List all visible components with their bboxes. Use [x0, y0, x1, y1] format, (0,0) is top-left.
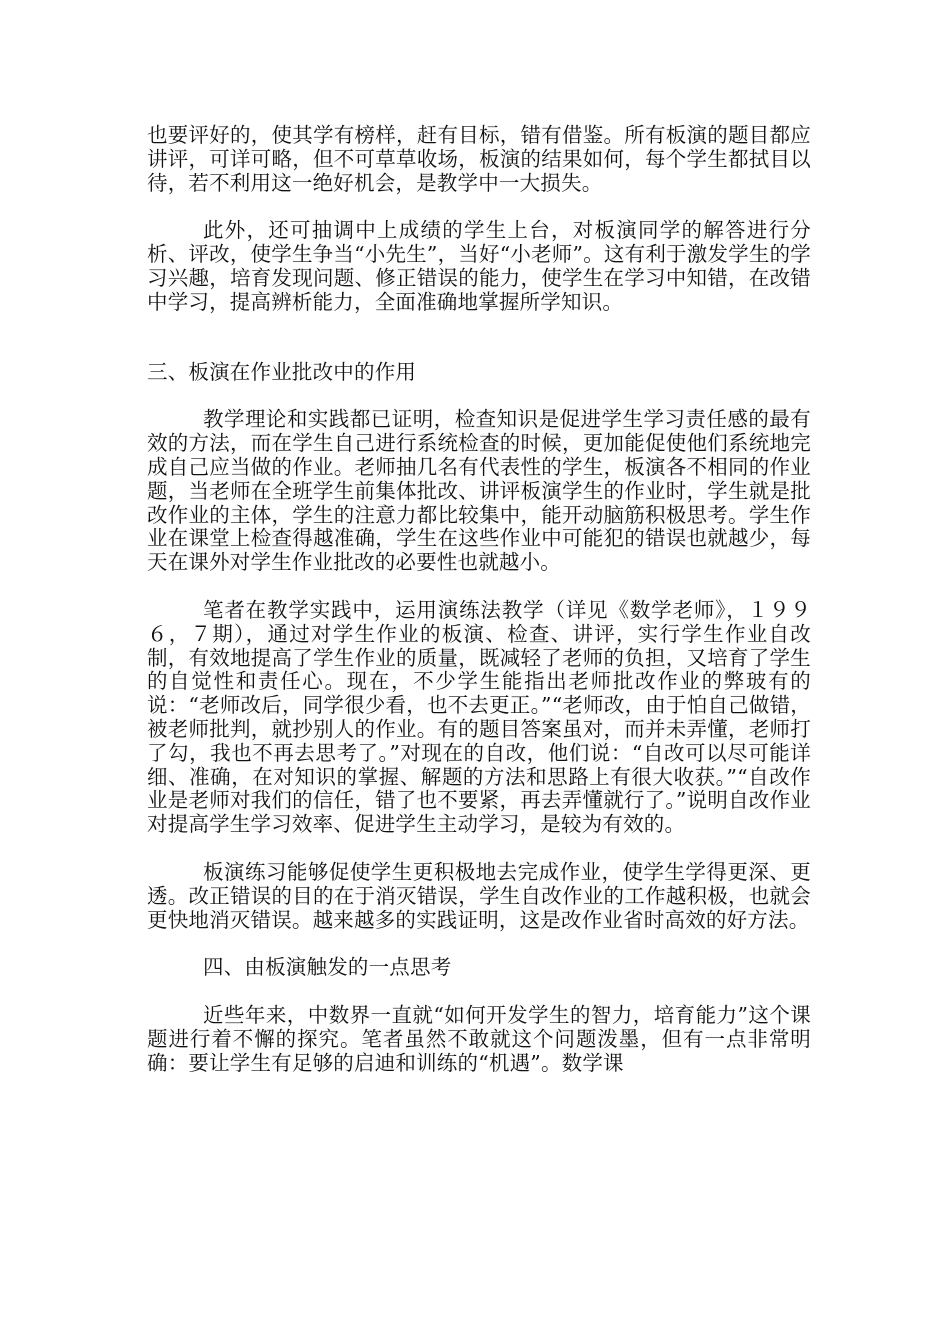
paragraph-board-exercise: 板演练习能够促使学生更积极地去完成作业，使学生学得更深、更透。改正错误的目的在于消灭错误，学生自改作业的工作越积极，也就会更快地消灭错误。越来越多的实践证明，这是改作业省时高效的好方法。 [147, 859, 811, 932]
paragraph-student-evaluation: 此外，还可抽调中上成绩的学生上台，对板演同学的解答进行分析、评改，使学生争当“小先生”，当好“小老师”。这有利于激发学生的学习兴趣，培育发现问题、修正错误的能力，使学生在学习中知错，在改错中学习，提高辨析能力，全面准确地掌握所学知识。 [147, 218, 811, 314]
paragraph-board-review: 也要评好的，使其学有榜样，赶有目标，错有借鉴。所有板演的题目都应讲评，可详可略，但不可草草收场，板演的结果如何，每个学生都拭目以待，若不利用这一绝好机会，是教学中一大损失。 [147, 123, 811, 195]
section-heading-4: 四、由板演触发的一点思考 [203, 955, 452, 980]
document-body [147, 124, 811, 1100]
section-heading-3: 三、板演在作业批改中的作用 [147, 359, 417, 384]
paragraph-reflection: 近些年来，中数界一直就“如何开发学生的智力，培育能力”这个课题进行着不懈的探究。笔者虽然不敢就这个问题泼墨，但有一点非常明确：要让学生有足够的启迪和训练的“机遇”。数学课 [147, 1003, 811, 1075]
paragraph-teaching-practice: 笔者在教学实践中，运用演练法教学（详见《数学老师》，１９９６，７期），通过对学生作业的板演、检查、讲评，实行学生作业自改制，有效地提高了学生作业的质量，既减轻了老师的负担，又培育了学生的自觉性和责任心。现在，不少学生能指出老师批改作业的弊玻有的说：“老师改后，同学很少看，也不去更正。”“老师改，由于怕自己做错，被老师批判，就抄别人的作业。有的题目答案虽对，而并未弄懂，老师打了勾，我也不再去思考了。”对现在的自改，他们说：“自改可以尽可能详细、准确，在对知识的掌握、解题的方法和思路上有很大收获。”“自改作业是老师对我们的信任，错了也不要紧，再去弄懂就行了。”说明自改作业对提高学生学习效率、促进学生主动学习，是较为有效的。 [147, 597, 811, 837]
paragraph-homework-checking: 教学理论和实践都已证明，检查知识是促进学生学习责任感的最有效的方法，而在学生自己进行系统检查的时候，更加能促使他们系统地完成自己应当做的作业。老师抽几名有代表性的学生，板演各不相同的作业题，当老师在全班学生前集体批改、讲评板演学生的作业时，学生就是批改作业的主体，学生的注意力都比较集中，能开动脑筋积极思考。学生作业在课堂上检查得越准确，学生在这些作业中可能犯的错误也就越少，每天在课外对学生作业批改的必要性也就越小。 [147, 407, 811, 575]
